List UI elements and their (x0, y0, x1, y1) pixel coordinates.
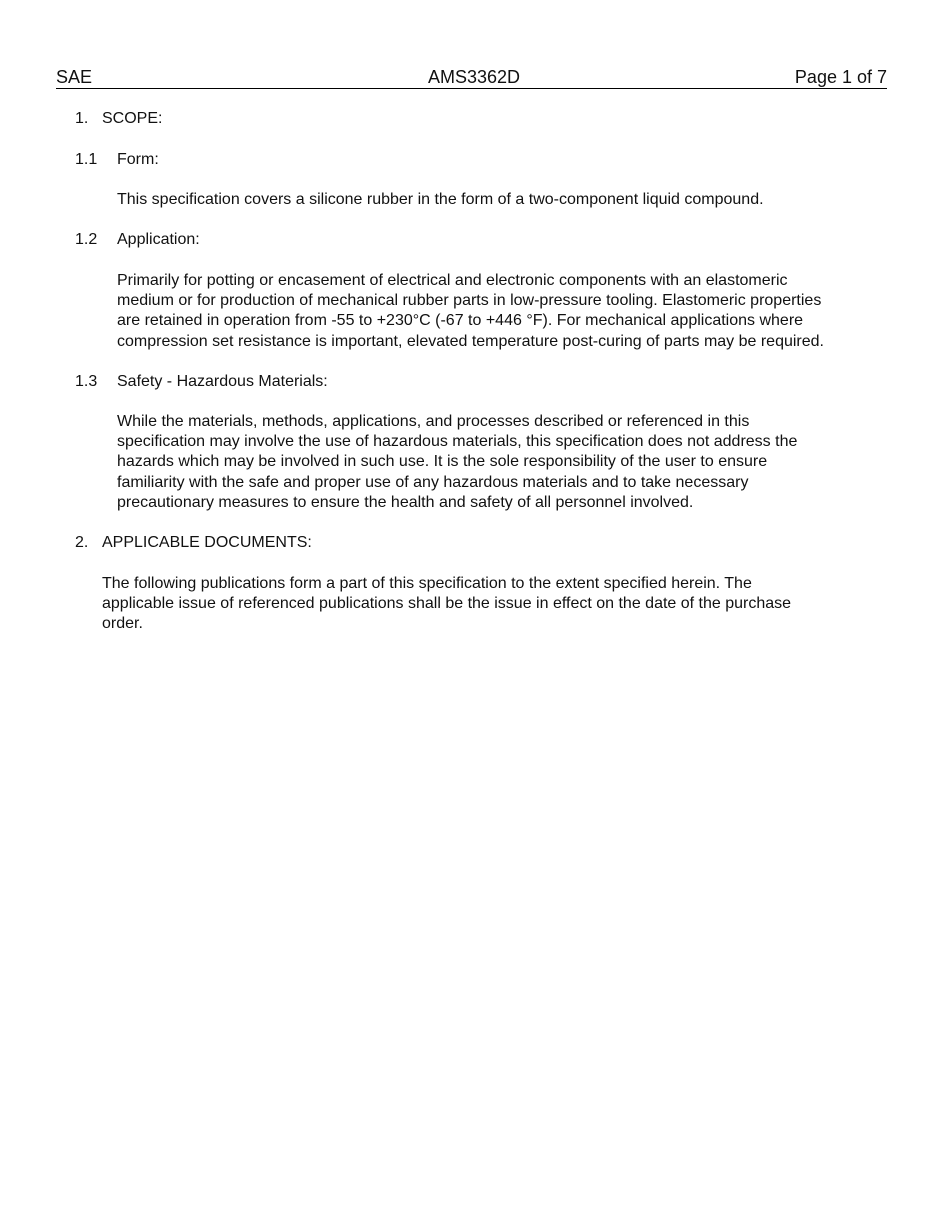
section-2-body (102, 574, 791, 635)
section-title: SCOPE: (102, 110, 163, 127)
paragraph-line: hazards which may be involved in such use. It is the sole responsibility of the user to ensure (117, 453, 768, 471)
paragraph-line: precautionary measures to ensure the health and safety of all personnel involved. (117, 493, 694, 511)
section-number: 2. (75, 534, 89, 551)
paragraph-line: are retained in operation from -55 to +230°C (-67 to +446 °F). For mechanical applications where (117, 312, 804, 330)
section-title: Form: (117, 151, 159, 168)
section-title: Application: (117, 231, 200, 248)
section-1-3-body (117, 412, 797, 513)
header-org: SAE (56, 67, 93, 87)
section-number: 1.1 (75, 151, 98, 168)
paragraph-line: order. (102, 615, 143, 633)
section-1-1-body (117, 190, 764, 210)
paragraph-line: familiarity with the safe and proper use of any hazardous materials and to take necessary (117, 473, 749, 491)
page-header (56, 66, 887, 89)
paragraph-line: The following publications form a part of this specification to the extent specified herein. The (102, 575, 752, 592)
paragraph-line: Primarily for potting or encasement of electrical and electronic components with an elastomeric (117, 272, 788, 289)
paragraph-line: medium or for production of mechanical rubber parts in low-pressure tooling. Elastomeric properties (117, 292, 822, 310)
section-1-2-body (117, 271, 824, 352)
section-number: 1.3 (75, 373, 98, 390)
section-number: 1. (75, 110, 89, 127)
section-title: Safety - Hazardous Materials: (117, 373, 328, 390)
section-number: 1.2 (75, 231, 98, 248)
paragraph-line: specification may involve the use of hazardous materials, this specification does not address the (117, 433, 798, 451)
header-doc-id: AMS3362D (428, 67, 521, 87)
paragraph-line: compression set resistance is important, elevated temperature post-curing of parts may be required. (117, 332, 824, 350)
paragraph-line: While the materials, methods, applications, and processes described or referenced in this (117, 413, 750, 430)
header-page-number: Page 1 of 7 (794, 67, 887, 87)
section-title: APPLICABLE DOCUMENTS: (102, 534, 312, 551)
paragraph-line: This specification covers a silicone rubber in the form of a two-component liquid compound. (117, 191, 764, 208)
paragraph-line: applicable issue of referenced publications shall be the issue in effect on the date of the purchase (102, 595, 792, 613)
